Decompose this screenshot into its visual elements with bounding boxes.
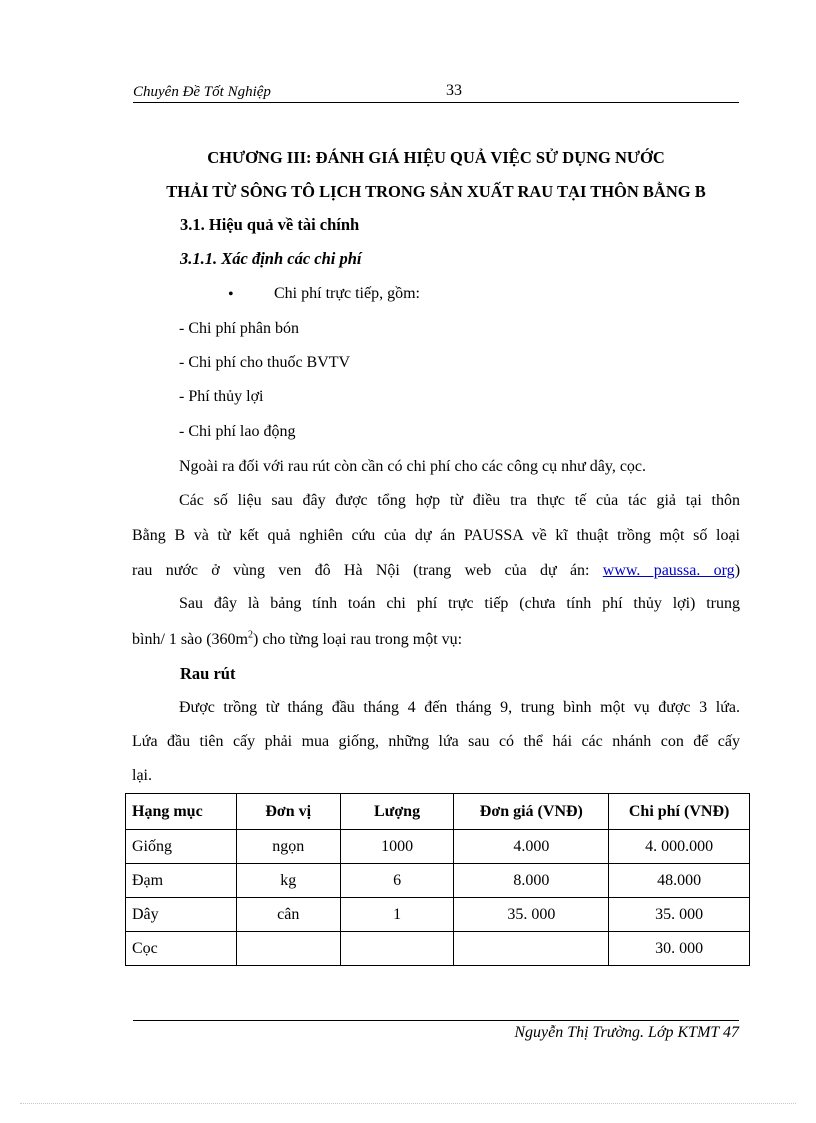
table-cell: Dây: [126, 898, 237, 932]
table-row: [126, 932, 750, 966]
table-cell: Giống: [126, 830, 237, 864]
column-header: Đơn giá (VNĐ): [454, 794, 609, 830]
table-cell: 35. 000: [454, 898, 609, 932]
vegetable-heading: Rau rút: [180, 664, 236, 683]
table-cell: 1000: [340, 830, 454, 864]
paragraph-growing-line-2: Lứa đầu tiên cấy phải mua giống, những lứa sau có thể hái các nhánh con để cấy: [132, 733, 740, 750]
table-row: [126, 898, 750, 932]
chapter-title-line-1: CHƯƠNG III: ĐÁNH GIÁ HIỆU QUẢ VIỆC SỬ DỤNG NƯỚC: [207, 148, 665, 167]
paragraph-growing-line-3: lại.: [132, 767, 152, 784]
list-item: - Chi phí phân bón: [179, 320, 299, 337]
table-cell: 1: [340, 898, 454, 932]
column-header: Hạng mục: [126, 794, 237, 830]
paragraph-growing-line-1: Được trồng từ tháng đầu tháng 4 đến tháng 9, trung bình một vụ được 3 lứa.: [179, 699, 740, 716]
intro-text-a: bình/ 1 sào (360m: [132, 631, 248, 648]
footer-author: Nguyễn Thị Trường. Lớp KTMT 47: [514, 1024, 739, 1041]
project-website-link[interactable]: www. paussa. org: [602, 562, 735, 579]
cost-table: [125, 793, 750, 966]
paragraph-table-intro-line-1: Sau đây là bảng tính toán chi phí trực tiếp (chưa tính phí thủy lợi) trung: [179, 595, 740, 612]
table-cell: [236, 932, 340, 966]
table-cell: 48.000: [609, 864, 750, 898]
table-cell: Cọc: [126, 932, 237, 966]
superscript: 2: [248, 629, 253, 641]
column-header: Lượng: [340, 794, 454, 830]
table-cell: 6: [340, 864, 454, 898]
header-divider: [133, 102, 739, 103]
table-cell: 30. 000: [609, 932, 750, 966]
table-cell: [454, 932, 609, 966]
table-cell: kg: [236, 864, 340, 898]
table-row: [126, 864, 750, 898]
paragraph-tools: Ngoài ra đối với rau rút còn cần có chi phí cho các công cụ như dây, cọc.: [179, 458, 647, 475]
subsection-heading: 3.1.1. Xác định các chi phí: [180, 249, 362, 268]
closing-paren: ): [734, 562, 741, 579]
table-cell: [340, 932, 454, 966]
table-cell: cân: [236, 898, 340, 932]
list-item: - Phí thủy lợi: [179, 388, 264, 405]
intro-text-b: ) cho từng loại rau trong một vụ:: [253, 631, 463, 648]
paragraph-sources-line-3: [132, 562, 740, 580]
table-cell: 4. 000.000: [609, 830, 750, 864]
paragraph-sources-line-1: Các số liệu sau đây được tổng hợp từ điều tra thực tế của tác giả tại thôn: [179, 492, 740, 509]
page-bottom-border: [20, 1103, 796, 1104]
bullet-icon: •: [228, 286, 234, 303]
column-header: Chi phí (VNĐ): [609, 794, 750, 830]
page-number: 33: [446, 82, 462, 99]
paragraph-sources-text: rau nước ở vùng ven đô Hà Nội (trang web của dự án:: [132, 562, 590, 579]
section-heading: 3.1. Hiệu quả về tài chính: [180, 215, 360, 234]
chapter-title-line-2: THẢI TỪ SÔNG TÔ LỊCH TRONG SẢN XUẤT RAU TẠI THÔN BẰNG B: [166, 182, 706, 201]
table-cell: Đạm: [126, 864, 237, 898]
footer-divider: [133, 1020, 739, 1021]
table-cell: 8.000: [454, 864, 609, 898]
bullet-text: Chi phí trực tiếp, gồm:: [274, 285, 420, 302]
table-cell: 4.000: [454, 830, 609, 864]
table-cell: 35. 000: [609, 898, 750, 932]
table-header-row: [126, 794, 750, 830]
paragraph-sources-line-2: Bằng B và từ kết quả nghiên cứu của dự án PAUSSA về kĩ thuật trồng một số loại: [132, 527, 740, 544]
table-row: [126, 830, 750, 864]
table-cell: ngọn: [236, 830, 340, 864]
column-header: Đơn vị: [236, 794, 340, 830]
list-item: - Chi phí lao động: [179, 423, 296, 440]
list-item: - Chi phí cho thuốc BVTV: [179, 354, 351, 371]
running-header-title: Chuyên Đề Tốt Nghiệp: [133, 84, 271, 100]
paragraph-table-intro-line-2: [132, 631, 462, 649]
